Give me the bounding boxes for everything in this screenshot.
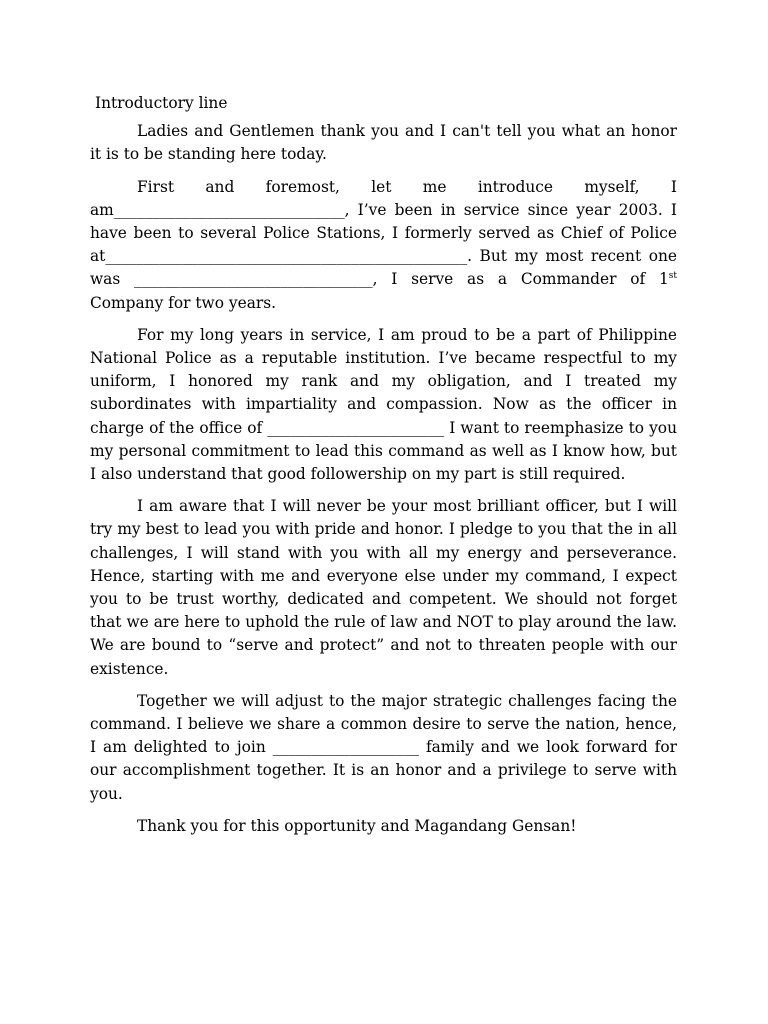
text-segment: First and foremost, let me introduce myself, I am xyxy=(90,177,677,219)
text-segment: , I serve as a Commander of 1 xyxy=(372,270,669,289)
text-segment: Together we will adjust to the major strategic challenges facing the command. I believe we share a common desire to serve the nation, hence, I am delighted to join xyxy=(90,691,677,757)
unit-blank-line: ___________________ xyxy=(272,738,419,757)
intro-heading: Introductory line xyxy=(95,94,228,112)
paragraph-together xyxy=(90,690,677,806)
ordinal-suffix: st xyxy=(668,271,678,282)
paragraph-introduction xyxy=(90,176,677,315)
text-segment: Company for two years. xyxy=(90,293,277,312)
office-blank-line: _______________________ xyxy=(267,418,445,437)
paragraph-greeting: Ladies and Gentlemen thank you and I can't tell you what an honor it is to be standing here today. xyxy=(90,122,677,164)
name-blank-line: ______________________________ xyxy=(113,200,345,219)
station-blank-line: _______________________________________________ xyxy=(105,247,468,266)
text-segment: family and we look forward for our accomplishment together. It is an honor and a privilege to serve with you. xyxy=(90,738,677,803)
paragraph-closing: Thank you for this opportunity and Magandang Gensan! xyxy=(137,816,577,835)
paragraph-service xyxy=(90,324,677,486)
paragraph-pledge: I am aware that I will never be your most brilliant officer, but I will try my best to lead you with pride and honor. I pledge to you that the in all challenges, I will stand with you with all my energy and perseverance. Hence, starting with me and everyone else under my command, I expect you to be trust worthy, dedicated and competent. We should not forget that we are here to uphold the rule of law and NOT to play around the law. We are bound to “serve and protect” and not to threaten people with our existence. xyxy=(90,497,677,678)
text-segment: For my long years in service, I am proud to be a part of Philippine National Police as a reputable institution. I’ve became respectful to my uniform, I honored my rank and my obligation, and I treated my subordinates with impartiality and compassion. Now as the officer in charge of the office of xyxy=(90,325,677,437)
text-segment: I want to reemphasize to you my personal commitment to lead this command as well as I know how, but I also understand that good followership on my part is still required. xyxy=(90,418,677,484)
recent-post-blank-line: _______________________________ xyxy=(134,270,373,289)
text-segment: . But my most recent one was xyxy=(90,247,677,289)
text-segment: , I’ve been in service since year 2003. I have been to several Police Stations, I formerly served as Chief of Police at xyxy=(90,200,677,266)
speech-document xyxy=(90,92,677,847)
